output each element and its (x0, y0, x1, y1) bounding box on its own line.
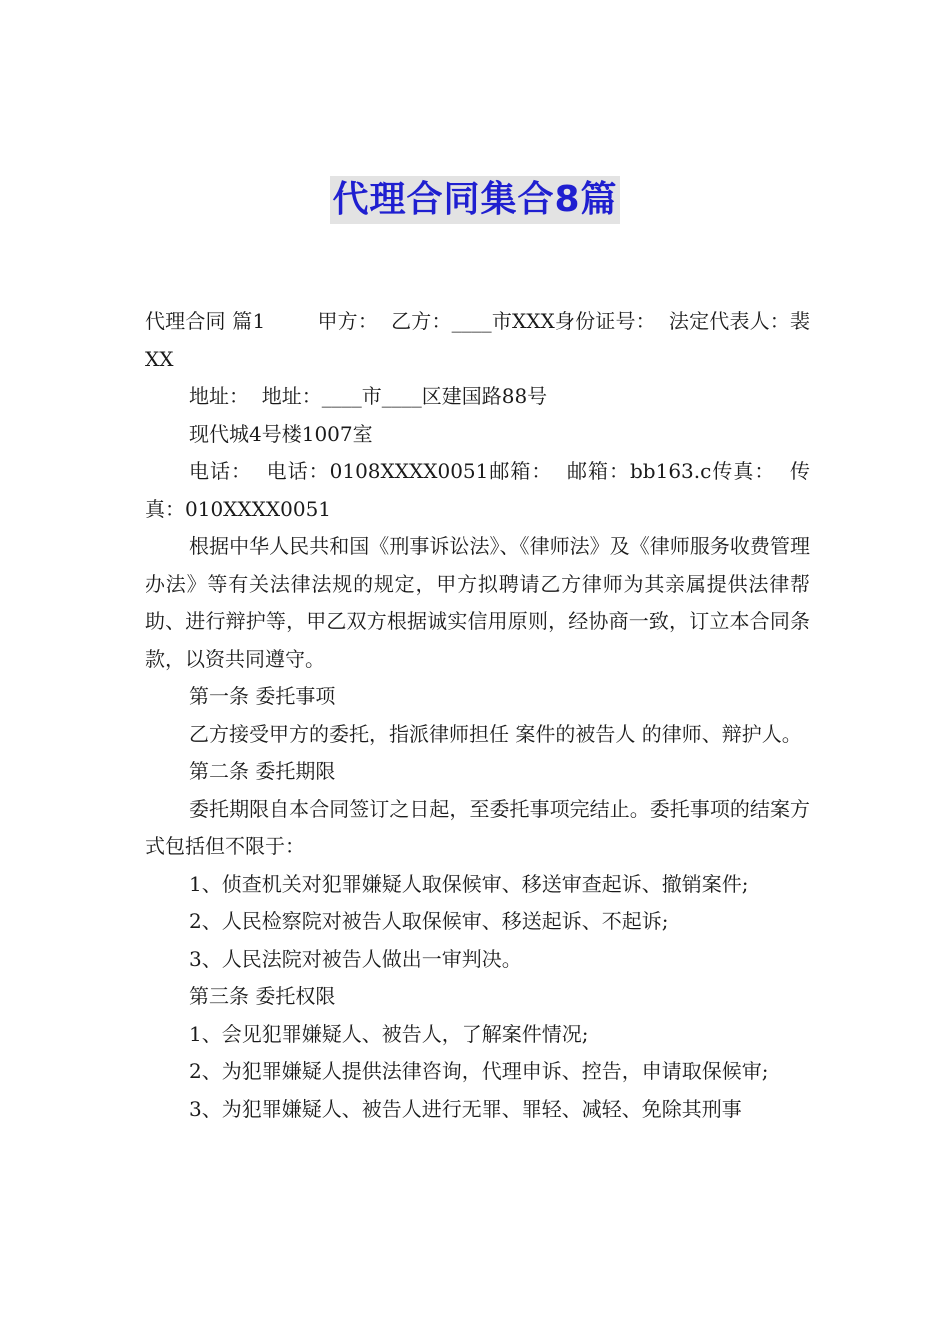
title-container (0, 176, 950, 224)
paragraph-3: 现代城4号楼1007室 (189, 421, 373, 446)
paragraph-5: 根据中华人民共和国《刑事诉讼法》、《律师法》及《律师服务收费管理办法》等有关法律法规的规定，甲方拟聘请乙方律师为其亲属提供法律帮助、进行辩护等，甲乙双方根据诚实信用原则，经协商一致，订立本合同条款，以资共同遵守。 (145, 534, 810, 671)
paragraph-10: 1、侦查机关对犯罪嫌疑人取保候审、移送审查起诉、撤销案件; (189, 871, 749, 896)
document-body (145, 303, 810, 1128)
paragraph-9: 委托期限自本合同签订之日起，至委托事项完结止。委托事项的结案方式包括但不限于： (145, 796, 810, 858)
paragraph-8: 第二条 委托期限 (189, 759, 336, 783)
paragraph-15: 2、为犯罪嫌疑人提供法律咨询，代理申诉、控告，申请取保候审; (189, 1059, 769, 1083)
paragraph-1: 代理合同 篇1 甲方： 乙方：____市XXX身份证号： 法定代表人：裴XX (145, 309, 810, 371)
paragraph-16: 3、为犯罪嫌疑人、被告人进行无罪、罪轻、减轻、免除其刑事 (189, 1096, 742, 1121)
document-title: 代理合同集合8篇 (330, 176, 619, 224)
paragraph-11: 2、人民检察院对被告人取保候审、移送起诉、不起诉; (189, 909, 669, 933)
paragraph-7: 乙方接受甲方的委托，指派律师担任 案件的被告人 的律师、辩护人。 (189, 721, 802, 746)
paragraph-6: 第一条 委托事项 (189, 684, 336, 708)
paragraph-2: 地址： 地址：____市____区建国路88号 (189, 384, 548, 408)
paragraph-12: 3、人民法院对被告人做出一审判决。 (189, 946, 522, 971)
paragraph-14: 1、会见犯罪嫌疑人、被告人，了解案件情况; (189, 1021, 589, 1046)
paragraph-13: 第三条 委托权限 (189, 984, 336, 1008)
paragraph-4: 电话： 电话：0108XXXX0051邮箱： 邮箱：bb163.c传真： 传真：010XXXX0051 (145, 459, 810, 521)
